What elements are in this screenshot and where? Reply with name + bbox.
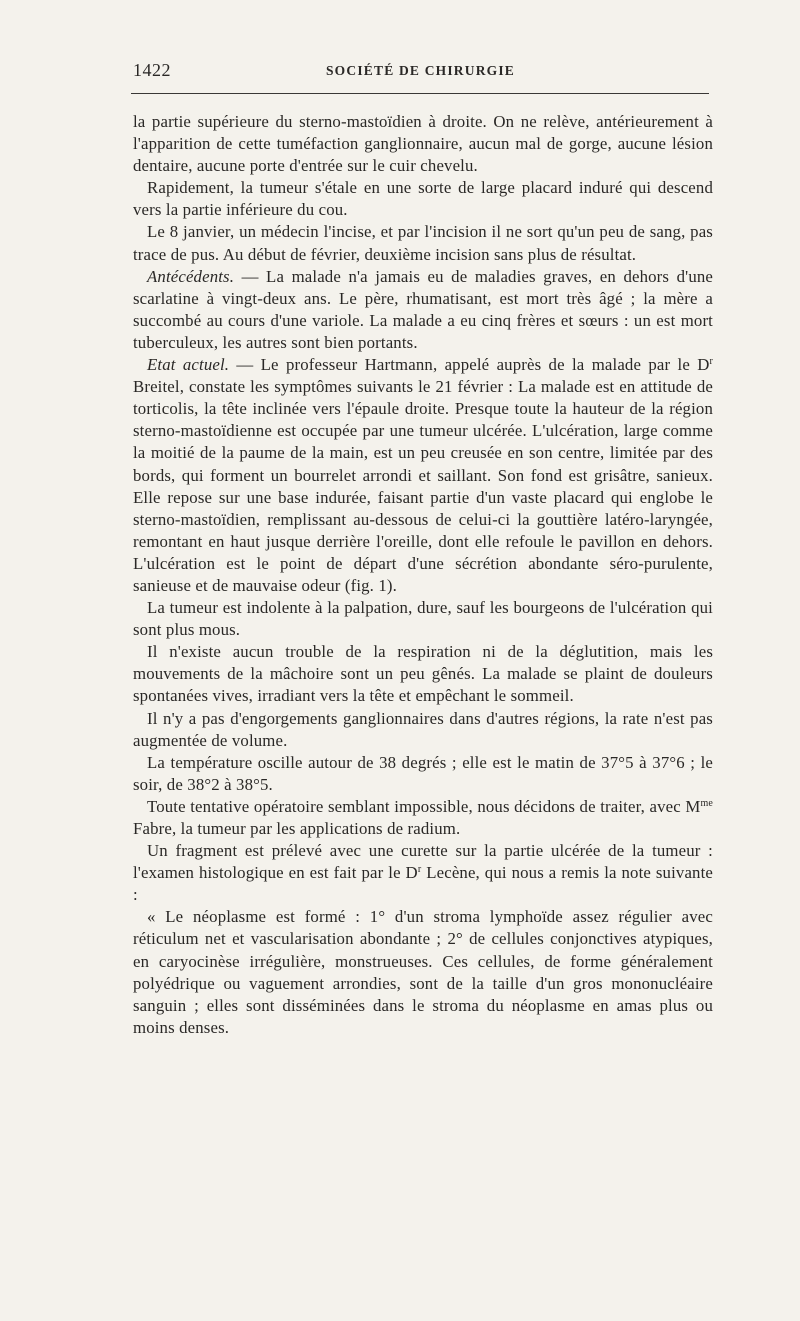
paragraph-8: Il n'y a pas d'engorgements ganglionnaires dans d'autres régions, la rate n'est pas augmentée de volume. bbox=[133, 708, 713, 750]
paragraph-11: Un fragment est prélevé avec une curette sur la partie ulcérée de la tumeur : l'examen histologique en est fait par le $D^r$ Lecène, qui nous a remis la note suivante : bbox=[133, 841, 713, 905]
paragraph-2: Rapidement, la tumeur s'étale en une sorte de large placard induré qui descend vers la partie inférieure du cou. bbox=[133, 178, 713, 220]
paragraph-7: Il n'existe aucun trouble de la respiration ni de la déglutition, mais les mouvements de la mâchoire sont un peu gênés. La malade se plaint de douleurs spontanées vives, irradiant vers la tête et empêchant le sommeil. bbox=[133, 642, 713, 706]
paragraph-10: Toute tentative opératoire semblant impossible, nous décidons de traiter, avec $M^{me}$ Fabre, la tumeur par les applications de radium. bbox=[133, 796, 713, 838]
body-text bbox=[133, 111, 713, 1039]
section-lead-antecedents: Antécédents. bbox=[147, 266, 235, 286]
paragraph-6: La tumeur est indolente à la palpation, dure, sauf les bourgeons de l'ulcération qui sont plus mous. bbox=[133, 598, 713, 640]
running-title: SOCIÉTÉ DE CHIRURGIE bbox=[325, 63, 516, 78]
header-rule bbox=[131, 93, 709, 94]
running-head bbox=[133, 58, 708, 86]
paragraph-12-quote: « Le néoplasme est formé : 1° d'un stroma lymphoïde assez régulier avec réticulum net et vascularisation abondante ; 2° de cellules conjonctives atypiques, en caryocinèse irrégulière, monstrueuses. Ces cellules, de forme généralement polyédrique ou vaguement arrondies, sont de la taille d'un gros mononucléaire sanguin ; elles sont disséminées dans le stroma du néoplasme en amas plus ou moins denses. bbox=[133, 907, 713, 1037]
paragraph-9: La température oscille autour de 38 degrés ; elle est le matin de 37°5 à 37°6 ; le soir, de 38°2 à 38°5. bbox=[133, 752, 713, 794]
paragraph-1: la partie supérieure du sterno-mastoïdien à droite. On ne relève, antérieurement à l'apparition de cette tuméfaction ganglionnaire, aucun mal de gorge, aucune lésion dentaire, aucune porte d'entrée sur le cuir chevelu. bbox=[133, 112, 713, 176]
paragraph-etat-actuel: Etat actuel. — Le professeur Hartmann, appelé auprès de la malade par le $D^r$ Breitel, constate les symptômes suivants le 21 février : La malade est en attitude de torticolis, la tête inclinée vers l'épaule droite. Presque toute la hauteur de la région sterno-mastoïdienne est occupée par une tumeur ulcérée. L'ulcération, large comme la moitié de la paume de la main, est un peu creusée en son centre, limitée par des bords, qui forment un bourrelet arrondi et saillant. Son fond est grisâtre, sanieux. Elle repose sur une base indurée, faisant partie d'un vaste placard qui englobe le sterno-mastoïdien, remplissant au-dessous de celui-ci la gouttière latéro-laryngée, remontant en haut jusque derrière l'oreille, dont elle refoule le pavillon en dehors. L'ulcération est le point de départ d'une sécrétion abondante séro-purulente, sanieuse et de mauvaise odeur (fig. 1). bbox=[133, 355, 713, 595]
section-lead-etat-actuel: Etat actuel. bbox=[147, 355, 230, 375]
paragraph-3: Le 8 janvier, un médecin l'incise, et par l'incision il ne sort qu'un peu de sang, pas trace de pus. Au début de février, deuxième incision sans plus de résultat. bbox=[133, 222, 713, 264]
page-number: 1422 bbox=[133, 60, 171, 80]
paragraph-antecedents: Antécédents. — La malade n'a jamais eu de maladies graves, en dehors d'une scarlatine à vingt-deux ans. Le père, rhumatisant, est mort très âgé ; la mère a succombé au cours d'une variole. La malade a eu cinq frères et sœurs : un est mort tuberculeux, les autres sont bien portants. bbox=[133, 266, 713, 352]
